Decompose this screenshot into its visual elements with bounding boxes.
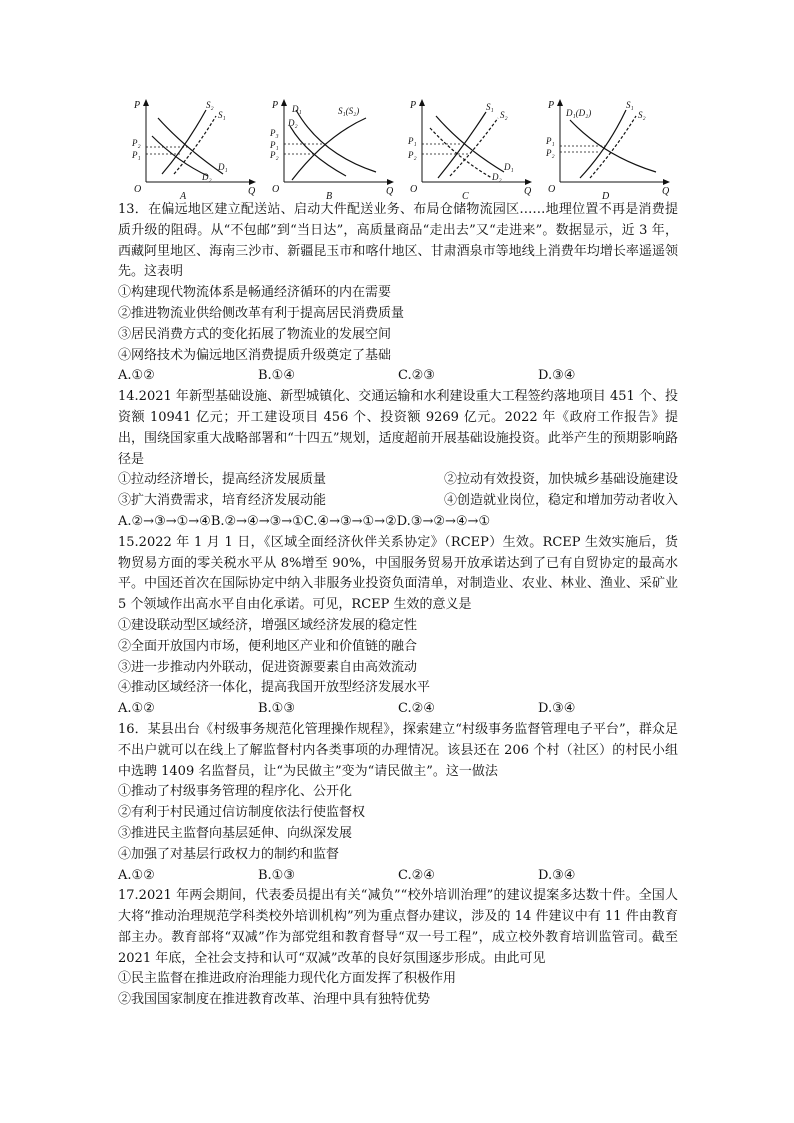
question-content xyxy=(118,200,678,1011)
q15-options xyxy=(118,699,678,720)
q16-item-3: ③推进民主监督向基层延伸、向纵深发展 xyxy=(118,825,353,841)
graph-b xyxy=(266,96,396,202)
label-p1: P₁ xyxy=(132,150,141,160)
q15-stem: 15.2022 年 1 月 1 日，《区域全面经济伙伴关系协定》（RCEP）生效。RCEP 生效实施后，货物贸易方面的零关税水平从 8%增至 90%，中国服务贸易开放承诺达到了已有自贸协定的最高水平。中国还首次在国际协定中纳入非服务业投资负面清单，对制造业、农业、林业、渔业、采矿业 5 个领域作出高水平自由化承诺。可见，RCEP 生效的意义是 xyxy=(118,534,678,613)
axis-p: P xyxy=(548,100,555,111)
graph-caption: B xyxy=(326,191,333,202)
q15-option-b: B.①③ xyxy=(258,701,295,717)
q16-options xyxy=(118,866,678,887)
q16-item-4: ④加强了对基层行政权力的制约和监督 xyxy=(118,846,340,862)
axis-q: Q xyxy=(524,186,532,197)
q13-option-b: B.①④ xyxy=(258,368,295,384)
origin: O xyxy=(134,184,142,195)
label-d1: D₁ xyxy=(292,104,302,114)
q13-option-a: A.①② xyxy=(118,368,155,384)
q13-options xyxy=(118,366,678,387)
graph-c-svg xyxy=(404,96,534,202)
label-p2: P₂ xyxy=(270,150,279,160)
label-s1: S₁ xyxy=(218,110,226,120)
axis-q: Q xyxy=(248,186,256,197)
q14-items-row-2 xyxy=(118,491,678,512)
q14-item-2: ②拉动有效投资，加快城乡基础设施建设 xyxy=(443,472,678,488)
q13-item-4: ④网络技术为偏远地区消费提质升级奠定了基础 xyxy=(118,347,392,363)
graph-d xyxy=(542,96,672,202)
graph-row xyxy=(128,96,670,202)
q17-item-1: ①民主监督在推进政府治理能力现代化方面发挥了积极作用 xyxy=(118,971,457,987)
label-p1: P₁ xyxy=(270,140,279,150)
q15-item-4: ④推动区域经济一体化，提高我国开放型经济发展水平 xyxy=(118,680,431,696)
label-s2: S₂ xyxy=(638,110,646,120)
label-d1: D₁ xyxy=(218,162,228,172)
q14-options: A.②→③→①→④B.②→④→③→①C.④→③→①→②D.③→②→④→① xyxy=(118,513,491,529)
axis-p: P xyxy=(272,100,279,111)
graph-caption: A xyxy=(180,191,187,202)
q14-items-row-1 xyxy=(118,470,678,491)
q16-option-c: C.②④ xyxy=(398,867,435,883)
q16-option-d: D.③④ xyxy=(538,867,576,883)
q13-item-3: ③居民消费方式的变化拓展了物流业的发展空间 xyxy=(118,326,392,342)
graph-caption: C xyxy=(462,191,469,202)
q14-item-4: ④创造就业岗位，稳定和增加劳动者收入 xyxy=(443,493,678,509)
label-s1: S₁ xyxy=(626,100,634,110)
q15-option-c: C.②④ xyxy=(398,701,435,717)
label-d: D₁(D₂) xyxy=(566,108,592,118)
label-d2: D₂ xyxy=(492,172,502,182)
q17-item-2: ②我国国家制度在推进教育改革、治理中具有独特优势 xyxy=(118,992,431,1008)
q15-option-d: D.③④ xyxy=(538,701,576,717)
graph-a-svg xyxy=(128,96,258,202)
q15-item-2: ②全面开放国内市场，便利地区产业和价值链的融合 xyxy=(118,638,418,654)
label-s2: S₂ xyxy=(206,100,214,110)
axis-q: Q xyxy=(662,186,670,197)
origin: O xyxy=(272,184,280,195)
label-p2: P₂ xyxy=(132,138,141,148)
label-d2: D₂ xyxy=(288,118,298,128)
label-p3: P₃ xyxy=(270,128,279,138)
graph-a xyxy=(128,96,258,202)
label-s1: S₁ xyxy=(486,102,494,112)
q13-item-1: ①构建现代物流体系是畅通经济循环的内在需要 xyxy=(118,285,392,301)
q16-item-2: ②有利于村民通过信访制度依法行使监督权 xyxy=(118,805,366,821)
label-s: S₁(S₂) xyxy=(338,106,360,116)
q15-item-3: ③进一步推动内外联动，促进资源要素自由高效流动 xyxy=(118,659,418,675)
q16-option-a: A.①② xyxy=(118,867,155,883)
label-d2: D₂ xyxy=(202,172,212,182)
q13-stem: 13．在偏远地区建立配送站、启动大件配送业务、布局仓储物流园区……地理位置不再是消费提质升级的阻碍。从“不包邮”到“当日达”，高质量商品“走出去”又“走进来”。数据显示，近 3 年，西藏阿里地区、海南三沙市、新疆昆玉市和喀什地区、甘肃酒泉市等地线上消费年均增长率遥遥领先。这表明 xyxy=(118,202,678,280)
graph-c xyxy=(404,96,534,202)
q13-item-2: ②推进物流业供给侧改革有利于提高居民消费质量 xyxy=(118,305,405,321)
q15-option-a: A.①② xyxy=(118,701,155,717)
origin: O xyxy=(410,184,418,195)
axis-p: P xyxy=(410,100,417,111)
graph-d-svg xyxy=(542,96,672,202)
q16-stem: 16．某县出台《村级事务规范化管理操作规程》，探索建立“村级事务监督管理电子平台”，群众足不出户就可以在线上了解监督村内各类事项的办理情况。该县还在 206 个村（社区）的村民小组中选聘 1409 名监督员，让“为民做主”变为“请民做主”。这一做法 xyxy=(118,721,678,779)
label-d1: D₁ xyxy=(504,162,514,172)
label-p2: P₂ xyxy=(408,150,417,160)
axis-p: P xyxy=(134,100,141,111)
q15-item-1: ①建设联动型区域经济，增强区域经济发展的稳定性 xyxy=(118,617,418,633)
graph-caption: D xyxy=(602,191,610,202)
label-p1: P₁ xyxy=(408,136,417,146)
label-s2: S₂ xyxy=(500,110,508,120)
q14-stem: 14.2021 年新型基础设施、新型城镇化、交通运输和水利建设重大工程签约落地项目 451 个、投资额 10941 亿元；开工建设项目 456 个、投资额 9269 亿元。2022 年《政府工作报告》提出，围绕国家重大战略部署和“十四五”规划，适度超前开展基础设施投资。此举产生的预期影响路径是 xyxy=(118,389,678,467)
axis-q: Q xyxy=(386,186,394,197)
q16-item-1: ①推动了村级事务管理的程序化、公开化 xyxy=(118,784,353,800)
q14-item-3: ③扩大消费需求，培育经济发展动能 xyxy=(118,493,327,509)
origin: O xyxy=(548,184,556,195)
label-p1: P₁ xyxy=(546,136,555,146)
graph-b-svg xyxy=(266,96,396,202)
q16-option-b: B.①③ xyxy=(258,867,295,883)
label-p2: P₂ xyxy=(546,148,555,158)
q14-item-1: ①拉动经济增长，提高经济发展质量 xyxy=(118,472,327,488)
q13-option-d: D.③④ xyxy=(538,368,576,384)
q13-option-c: C.②③ xyxy=(398,368,435,384)
q17-stem: 17.2021 年两会期间，代表委员提出有关“减负”“校外培训治理”的建议提案多达数十件。全国人大将“推动治理规范学科类校外培训机构”列为重点督办建议，涉及的 14 件建议中有 11 件由教育部主办。教育部将“双减”作为部党组和教育督导“双一号工程”，成立校外教育培训监管司。截至 2021 年底，全社会支持和认可“双减”改革的良好氛围逐步形成。由此可见 xyxy=(118,888,678,966)
